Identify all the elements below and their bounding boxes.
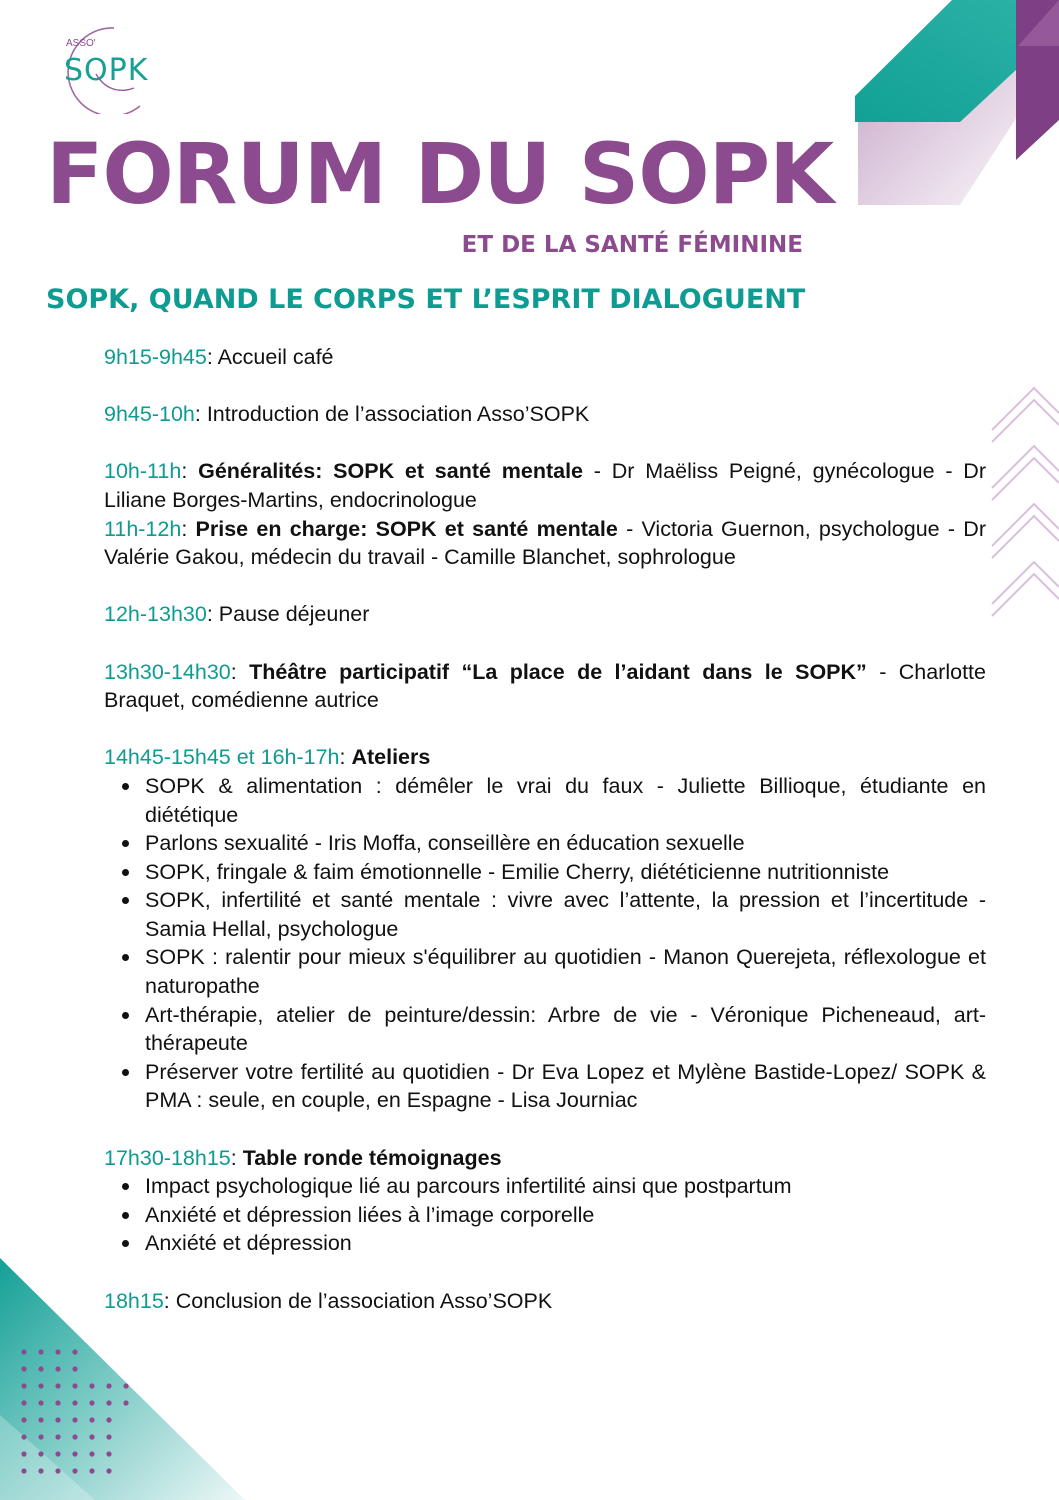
decor-dot <box>106 1400 111 1405</box>
decor-dot <box>21 1434 26 1439</box>
decor-dot <box>21 1366 26 1371</box>
entry-label: Prise en charge: SOPK et santé mentale <box>195 516 618 541</box>
theme-heading: SOPK, QUAND LE CORPS ET L’ESPRIT DIALOGUENT <box>46 284 806 315</box>
decor-dot <box>55 1400 60 1405</box>
decor-dot <box>21 1400 26 1405</box>
decor-dot <box>89 1383 94 1388</box>
decor-dot <box>106 1434 111 1439</box>
entry-time: 14h45-15h45 et 16h-17h <box>104 745 340 770</box>
entry-label: Ateliers <box>351 745 431 770</box>
decor-dot <box>89 1417 94 1422</box>
schedule-entry <box>104 400 986 429</box>
decor-dot <box>72 1383 77 1388</box>
list-item: SOPK, infertilité et santé mentale : vivre avec l’attente, la pression et l’incertitude - Samia Hellal, psychologue <box>145 886 986 943</box>
corner-ribbon-decoration <box>840 0 1059 210</box>
decor-dot <box>72 1434 77 1439</box>
decor-dot <box>38 1366 43 1371</box>
list-item: SOPK : ralentir pour mieux s'équilibrer au quotidien - Manon Querejeta, réflexologue et naturopathe <box>145 943 986 1000</box>
list-item: SOPK & alimentation : démêler le vrai du faux - Juliette Billioque, étudiante en diététique <box>145 772 986 829</box>
decor-dot <box>72 1417 77 1422</box>
list-item: Art-thérapie, atelier de peinture/dessin: Arbre de vie - Véronique Picheneaud, art-thérapeute <box>145 1001 986 1058</box>
program-schedule <box>104 343 986 1315</box>
decor-dot <box>55 1383 60 1388</box>
schedule-entry: 10h-11h: Généralités: SOPK et santé mentale - Dr Maëliss Peigné, gynécologue - Dr Liliane Borges-Martins, endocrinologue <box>104 459 986 512</box>
decor-dot <box>106 1468 111 1473</box>
schedule-entry: 14h45-15h45 et 16h-17h: Ateliers <box>104 745 431 770</box>
entry-time: 18h15 <box>104 1288 164 1313</box>
list-item: SOPK, fringale & faim émotionnelle - Emilie Cherry, diététicienne nutritionniste <box>145 858 986 887</box>
decor-dot <box>72 1451 77 1456</box>
decor-dot <box>55 1451 60 1456</box>
entry-time: 11h-12h <box>104 516 182 541</box>
entry-text: : Accueil café <box>206 345 334 369</box>
entry-label: Table ronde témoignages <box>242 1145 502 1170</box>
entry-time: 12h-13h30 <box>104 602 207 627</box>
decor-dot <box>89 1451 94 1456</box>
decor-dot <box>21 1383 26 1388</box>
logo-sopk-text: SOPK <box>64 53 149 88</box>
decor-dot <box>21 1349 26 1354</box>
decor-dot <box>55 1468 60 1473</box>
decor-dot <box>89 1468 94 1473</box>
entry-label: Généralités: SOPK et santé mentale <box>198 459 584 484</box>
entry-label: Théâtre participatif “La place de l’aidant dans le SOPK” <box>249 659 867 684</box>
decor-dot <box>72 1400 77 1405</box>
logo-asso-text: ASSO' <box>66 38 96 49</box>
decor-dot <box>106 1451 111 1456</box>
decor-dot <box>89 1434 94 1439</box>
list-item: Parlons sexualité - Iris Moffa, conseillère en éducation sexuelle <box>145 829 986 858</box>
schedule-entry: 13h30-14h30: Théâtre participatif “La place de l’aidant dans le SOPK” - Charlotte Braquet, comédienne autrice <box>104 659 986 713</box>
decor-dot <box>106 1417 111 1422</box>
decor-dot <box>106 1383 111 1388</box>
schedule-entry <box>104 600 986 629</box>
decor-dot <box>72 1366 77 1371</box>
decor-dot <box>38 1468 43 1473</box>
asso-sopk-logo <box>44 22 164 114</box>
decor-dot <box>89 1400 94 1405</box>
decor-dot <box>21 1417 26 1422</box>
schedule-entry <box>104 1287 986 1316</box>
workshop-list <box>104 772 986 1115</box>
list-item: Anxiété et dépression liées à l’image corporelle <box>145 1201 986 1230</box>
entry-text: : Introduction de l’association Asso’SOPK <box>194 402 590 427</box>
entry-time: 13h30-14h30 <box>104 659 231 684</box>
entry-time: 9h15-9h45 <box>104 345 207 369</box>
entry-text: - Dr Maëliss Peigné, gynécologue - Dr Liliane Borges-Martins, endocrinologue <box>104 459 986 512</box>
list-item: Impact psychologique lié au parcours infertilité ainsi que postpartum <box>145 1172 986 1201</box>
entry-text: : Conclusion de l’association Asso’SOPK <box>163 1288 553 1313</box>
decor-dot <box>72 1468 77 1473</box>
roundtable-list <box>104 1172 986 1258</box>
decor-dot <box>38 1417 43 1422</box>
page-subtitle: ET DE LA SANTÉ FÉMININE <box>461 232 803 258</box>
decor-dot <box>55 1417 60 1422</box>
decor-dot <box>38 1349 43 1354</box>
entry-time: 10h-11h <box>104 459 182 484</box>
list-item: Anxiété et dépression <box>145 1229 986 1258</box>
decor-dot <box>55 1349 60 1354</box>
schedule-entry <box>104 343 986 372</box>
decor-dot <box>55 1434 60 1439</box>
entry-time: 9h45-10h <box>104 402 195 427</box>
list-item: Préserver votre fertilité au quotidien - Dr Eva Lopez et Mylène Bastide-Lopez/ SOPK & PMA : seule, en couple, en Espagne - Lisa Journiac <box>145 1058 986 1115</box>
entry-text: : Pause déjeuner <box>206 602 370 627</box>
entry-time: 17h30-18h15 <box>104 1145 231 1170</box>
decor-dot <box>38 1383 43 1388</box>
decor-dot <box>123 1400 128 1405</box>
page-title: FORUM DU SOPK <box>46 125 834 223</box>
decor-dot <box>72 1349 77 1354</box>
schedule-entry: 17h30-18h15: Table ronde témoignages <box>104 1145 502 1170</box>
schedule-entry: 11h-12h: Prise en charge: SOPK et santé mentale - Victoria Guernon, psychologue - Dr Valérie Gakou, médecin du travail - Camille Blanchet, sophrologue <box>104 516 986 570</box>
decor-dot <box>123 1383 128 1388</box>
entry-text: - Charlotte Braquet, comédienne autrice <box>104 659 986 713</box>
decor-dot <box>21 1468 26 1473</box>
decor-dot <box>38 1451 43 1456</box>
decor-dot <box>38 1434 43 1439</box>
decor-dot <box>55 1366 60 1371</box>
decor-dot <box>21 1451 26 1456</box>
decor-dot <box>38 1400 43 1405</box>
entry-text: - Victoria Guernon, psychologue - Dr Valérie Gakou, médecin du travail - Camille Blanchet, sophrologue <box>104 516 986 570</box>
chevrons-decoration <box>988 380 1059 630</box>
